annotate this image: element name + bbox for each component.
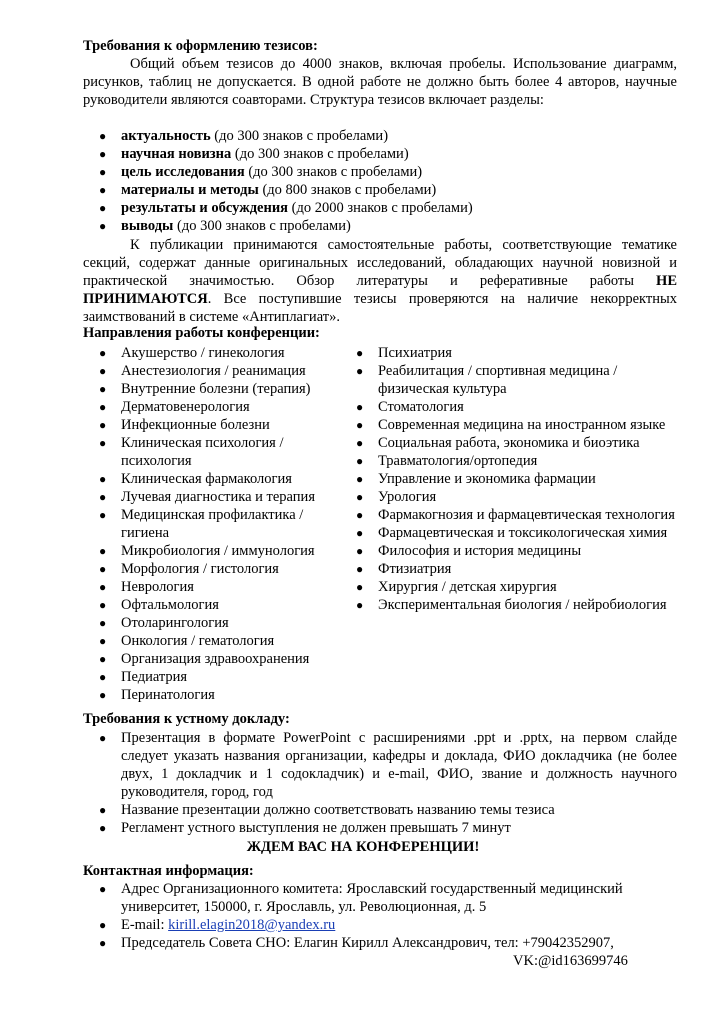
- direction-label: Внутренние болезни (терапия): [121, 381, 311, 397]
- bullet-icon: ●: [99, 936, 107, 950]
- direction-item: [93, 434, 343, 470]
- direction-label: Стоматология: [378, 399, 464, 415]
- direction-label: Урология: [378, 489, 437, 505]
- bullet-icon: ●: [356, 346, 364, 360]
- direction-item: [350, 560, 680, 578]
- bullet-icon: ●: [356, 454, 364, 468]
- section-name: цель исследования: [121, 164, 245, 180]
- bullet-icon: ●: [99, 731, 107, 745]
- oral-requirement-item: [93, 819, 677, 837]
- direction-item: [350, 596, 680, 614]
- contact-email: [93, 916, 677, 934]
- bullet-icon: ●: [99, 544, 107, 558]
- direction-label: Педиатрия: [121, 669, 188, 685]
- bullet-icon: ●: [356, 526, 364, 540]
- theses-paragraph-2: [83, 236, 677, 326]
- direction-label: Анестезиология / реанимация: [121, 363, 306, 379]
- direction-label: Медицинская профилактика / гигиена: [121, 507, 304, 541]
- section-limit: (до 300 знаков с пробелами): [210, 128, 389, 144]
- bullet-icon: ●: [99, 147, 107, 161]
- section-name: материалы и методы: [121, 182, 259, 198]
- bullet-icon: ●: [99, 616, 107, 630]
- direction-item: [93, 506, 343, 542]
- theses-section-item: [93, 217, 683, 235]
- contact-chair-text: Председатель Совета СНО: Елагин Кирилл Александрович, тел: +79042352907,: [121, 935, 614, 951]
- direction-label: Реабилитация / спортивная медицина / физическая культура: [378, 363, 618, 397]
- bullet-icon: ●: [99, 400, 107, 414]
- bullet-icon: ●: [99, 598, 107, 612]
- direction-label: Философия и история медицины: [378, 543, 582, 559]
- direction-item: [350, 398, 680, 416]
- bullet-icon: ●: [99, 670, 107, 684]
- bullet-icon: ●: [356, 490, 364, 504]
- direction-label: Инфекционные болезни: [121, 417, 270, 433]
- direction-label: Экспериментальная биология / нейробиология: [378, 597, 667, 613]
- bullet-icon: ●: [99, 129, 107, 143]
- direction-item: [93, 632, 343, 650]
- section-name: актуальность: [121, 128, 211, 144]
- direction-label: Лучевая диагностика и терапия: [121, 489, 315, 505]
- para2-not-accepted: НЕ ПРИНИМАЮТСЯ: [83, 273, 677, 307]
- section-name: результаты и обсуждения: [121, 200, 289, 216]
- bullet-icon: ●: [99, 562, 107, 576]
- contact-address: [93, 880, 677, 916]
- oral-requirement-text: Презентация в формате PowerPoint с расширениями .ppt и .pptx, на первом слайде следует указать названия организации, кафедры и доклада, ФИО докладчика (не более двух, 1 докладчик и 1 содокладчик) и e-mail, ФИО, звание и должность научного руководителя, город, год: [121, 730, 677, 800]
- para2-text-2: . Все поступившие тезисы проверяются на наличие некорректных заимствований в системе «Антиплагиат».: [83, 291, 677, 325]
- direction-item: [350, 362, 680, 398]
- bullet-icon: ●: [356, 400, 364, 414]
- oral-requirements-list: [93, 729, 677, 837]
- section-limit: (до 300 знаков с пробелами): [231, 146, 409, 162]
- direction-item: [93, 614, 343, 632]
- theses-sections-list: [93, 127, 683, 235]
- direction-item: [93, 362, 343, 380]
- bullet-icon: ●: [99, 490, 107, 504]
- direction-label: Микробиология / иммунология: [121, 543, 315, 559]
- bullet-icon: ●: [99, 918, 107, 932]
- direction-item: [93, 398, 343, 416]
- oral-requirement-item: [93, 729, 677, 801]
- bullet-icon: ●: [99, 364, 107, 378]
- bullet-icon: ●: [99, 183, 107, 197]
- bullet-icon: ●: [356, 364, 364, 378]
- direction-item: [350, 578, 680, 596]
- bullet-icon: ●: [99, 382, 107, 396]
- theses-heading: Требования к оформлению тезисов:: [83, 38, 318, 54]
- section-limit: (до 2000 знаков с пробелами): [288, 200, 473, 216]
- direction-item: [93, 668, 343, 686]
- direction-item: [350, 542, 680, 560]
- direction-label: Фтизиатрия: [378, 561, 452, 577]
- direction-item: [93, 542, 343, 560]
- section-limit: (до 300 знаков с пробелами): [244, 164, 423, 180]
- direction-item: [93, 596, 343, 614]
- direction-item: [350, 506, 680, 524]
- direction-label: Морфология / гистология: [121, 561, 279, 577]
- section-name: выводы: [121, 218, 174, 234]
- bullet-icon: ●: [99, 688, 107, 702]
- direction-label: Травматология/ортопедия: [378, 453, 538, 469]
- direction-label: Неврология: [121, 579, 194, 595]
- bullet-icon: ●: [356, 544, 364, 558]
- oral-requirement-text: Название презентации должно соответствовать названию темы тезиса: [121, 802, 555, 818]
- direction-item: [93, 560, 343, 578]
- direction-item: [93, 470, 343, 488]
- direction-label: Перинатология: [121, 687, 215, 703]
- contact-vk: VK:@id163699746: [513, 953, 628, 969]
- direction-label: Хирургия / детская хирургия: [378, 579, 557, 595]
- direction-label: Современная медицина на иностранном языке: [378, 417, 666, 433]
- bullet-icon: ●: [99, 821, 107, 835]
- direction-item: [93, 416, 343, 434]
- direction-label: Клиническая психология / психология: [121, 435, 284, 469]
- section-limit: (до 300 знаков с пробелами): [173, 218, 351, 234]
- direction-item: [350, 524, 680, 542]
- directions-right-column: [350, 344, 680, 614]
- direction-label: Социальная работа, экономика и биоэтика: [378, 435, 640, 451]
- direction-item: [350, 488, 680, 506]
- bullet-icon: ●: [356, 562, 364, 576]
- direction-item: [93, 650, 343, 668]
- direction-label: Психиатрия: [378, 345, 452, 361]
- direction-item: [93, 380, 343, 398]
- direction-item: [350, 416, 680, 434]
- direction-item: [350, 344, 680, 362]
- contact-chair: [93, 934, 677, 952]
- bullet-icon: ●: [356, 436, 364, 450]
- bullet-icon: ●: [99, 165, 107, 179]
- theses-section-item: [93, 145, 683, 163]
- bullet-icon: ●: [356, 418, 364, 432]
- welcome-title: ЖДЕМ ВАС НА КОНФЕРЕНЦИИ!: [246, 839, 480, 855]
- theses-section-item: [93, 127, 683, 145]
- bullet-icon: ●: [99, 508, 107, 522]
- direction-item: [350, 452, 680, 470]
- directions-left-column: [93, 344, 343, 704]
- direction-label: Акушерство / гинекология: [121, 345, 285, 361]
- bullet-icon: ●: [99, 634, 107, 648]
- direction-item: [350, 470, 680, 488]
- bullet-icon: ●: [99, 346, 107, 360]
- direction-label: Клиническая фармакология: [121, 471, 292, 487]
- contact-address-text: Адрес Организационного комитета: Ярославский государственный медицинский университет, 150000, г. Ярославль, ул. Революционная, д. 5: [121, 881, 623, 915]
- directions-heading: Направления работы конференции:: [83, 325, 320, 341]
- para2-text-1: К публикации принимаются самостоятельные работы, соответствующие тематике секций, содержат данные оригинальных исследований, обладающих научной новизной и практической значимостью. Обзор литературы и реферативные работы: [83, 237, 677, 289]
- section-limit: (до 800 знаков с пробелами): [258, 182, 437, 198]
- oral-requirement-item: [93, 801, 677, 819]
- theses-section-item: [93, 163, 683, 181]
- theses-intro: Общий объем тезисов до 4000 знаков, включая пробелы. Использование диаграмм, рисунков, таблиц не допускается. В одной работе не должно быть более 4 авторов, научные руководители являются соавторами. Структура тезисов включает разделы:: [83, 56, 677, 108]
- direction-label: Управление и экономика фармации: [378, 471, 596, 487]
- bullet-icon: ●: [356, 598, 364, 612]
- bullet-icon: ●: [99, 882, 107, 896]
- direction-label: Фармакогнозия и фармацевтическая технология: [378, 507, 675, 523]
- direction-label: Организация здравоохранения: [121, 651, 310, 667]
- direction-label: Онкология / гематология: [121, 633, 275, 649]
- bullet-icon: ●: [99, 803, 107, 817]
- theses-section-item: [93, 199, 683, 217]
- direction-item: [93, 344, 343, 362]
- bullet-icon: ●: [356, 472, 364, 486]
- direction-item: [350, 434, 680, 452]
- oral-requirement-text: Регламент устного выступления не должен превышать 7 минут: [121, 820, 511, 836]
- bullet-icon: ●: [99, 652, 107, 666]
- bullet-icon: ●: [99, 219, 107, 233]
- direction-label: Отоларингология: [121, 615, 229, 631]
- direction-item: [93, 578, 343, 596]
- direction-item: [93, 686, 343, 704]
- oral-heading: Требования к устному докладу:: [83, 711, 290, 727]
- direction-label: Фармацевтическая и токсикологическая химия: [378, 525, 668, 541]
- bullet-icon: ●: [356, 580, 364, 594]
- direction-label: Дерматовенерология: [121, 399, 250, 415]
- direction-item: [93, 488, 343, 506]
- bullet-icon: ●: [99, 580, 107, 594]
- contacts-list: [93, 880, 677, 952]
- contact-email-link[interactable]: kirill.elagin2018@yandex.ru: [168, 917, 336, 933]
- contacts-heading: Контактная информация:: [83, 863, 254, 879]
- bullet-icon: ●: [99, 472, 107, 486]
- theses-section-item: [93, 181, 683, 199]
- direction-label: Офтальмология: [121, 597, 219, 613]
- bullet-icon: ●: [99, 418, 107, 432]
- bullet-icon: ●: [356, 508, 364, 522]
- section-name: научная новизна: [121, 146, 232, 162]
- contact-email-label: E-mail:: [121, 917, 169, 933]
- bullet-icon: ●: [99, 201, 107, 215]
- bullet-icon: ●: [99, 436, 107, 450]
